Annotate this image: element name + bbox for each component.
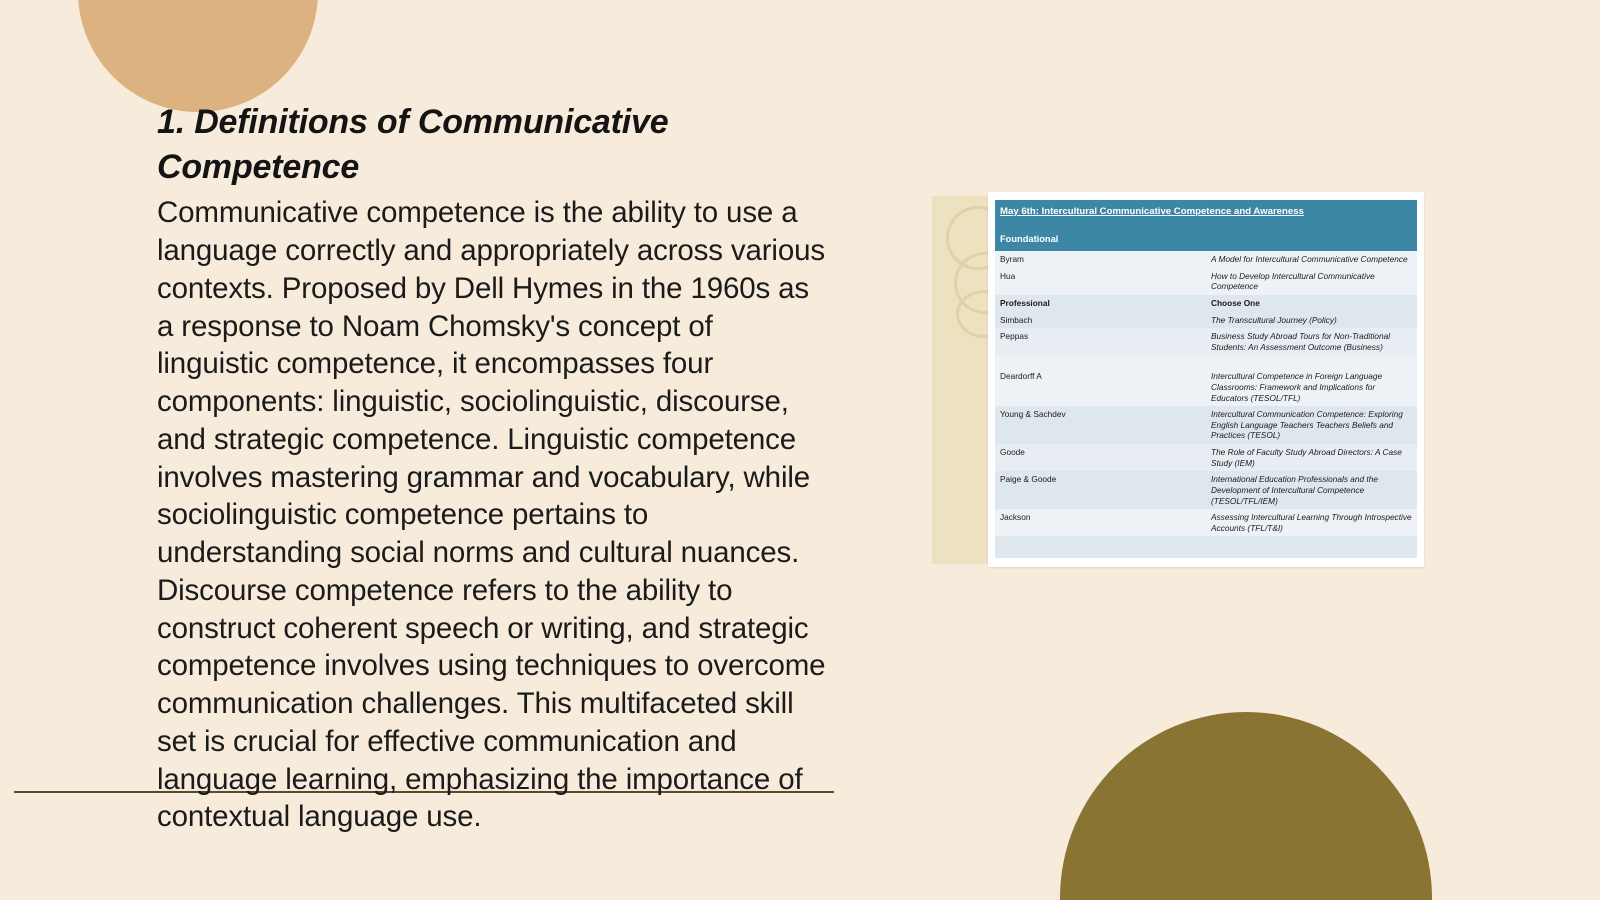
cell-work: Business Study Abroad Tours for Non-Traditional Students: An Assessment Outcome (Business) — [1211, 331, 1391, 352]
reading-schedule-table — [988, 192, 1424, 567]
table-section-professional — [995, 295, 1417, 312]
text-column — [157, 100, 829, 836]
cell-author: Paige & Goode — [1000, 474, 1057, 485]
section-label: Foundational — [1000, 234, 1059, 245]
table-row — [995, 471, 1417, 509]
cell-work: International Education Professionals and the Development of Intercultural Competence (TESOL/TFL/IEM) — [1211, 474, 1378, 506]
cell-work: Intercultural Competence in Foreign Language Classrooms: Framework and Implications for Educators (TESOL/TFL) — [1211, 371, 1383, 403]
cell-author: Hua — [1000, 270, 1016, 281]
table-section-foundational — [995, 232, 1417, 251]
table-row — [995, 312, 1417, 329]
table-row — [995, 406, 1417, 444]
cell-work: The Transcultural Journey (Policy) — [1211, 314, 1337, 325]
cell-work: Intercultural Communication Competence: Exploring English Language Teachers Teachers Beliefs and Practices (TESOL) — [1211, 409, 1403, 441]
cell-author: Deardorff A — [1000, 371, 1042, 382]
decorative-circle-bottom — [1060, 712, 1432, 900]
table — [995, 200, 1417, 558]
table-row — [995, 368, 1417, 406]
table-row — [995, 509, 1417, 536]
table-title: May 6th: Intercultural Communicative Competence and Awareness — [1000, 206, 1304, 217]
cell-author: Peppas — [1000, 331, 1029, 342]
cell-work: The Role of Faculty Study Abroad Directors: A Case Study (IEM) — [1211, 447, 1402, 468]
decorative-circle-top — [78, 0, 318, 112]
cell-work: How to Develop Intercultural Communicative Competence — [1211, 270, 1375, 292]
cell-author: Simbach — [1000, 314, 1033, 325]
body-paragraph: Communicative competence is the ability to use a language correctly and appropriately across various contexts. Proposed by Dell Hymes in the 1960s as a response to Noam Chomsky's concept of linguistic competence, it encompasses four components: linguistic, sociolinguistic, discourse, and strategic competence. Linguistic competence involves mastering grammar and vocabulary, while sociolinguistic competence pertains to understanding social norms and cultural nuances. Discourse competence refers to the ability to construct coherent speech or writing, and strategic competence involves using techniques to overcome communication challenges. This multifaceted skill set is crucial for effective communication and language learning, emphasizing the importance of contextual language use. — [157, 196, 826, 834]
section-label: Professional — [1000, 297, 1050, 308]
cell-author: Jackson — [1000, 512, 1031, 523]
table-row — [995, 328, 1417, 355]
embedded-image — [932, 192, 1424, 567]
cell-work: Assessing Intercultural Learning Through Introspective Accounts (TFL/T&I) — [1211, 512, 1412, 533]
choose-one-label: Choose One — [1211, 297, 1260, 308]
cell-author: Goode — [1000, 447, 1025, 458]
table-row — [995, 444, 1417, 471]
table-row — [995, 251, 1417, 268]
page-title: 1. Definitions of Communicative Competence — [157, 103, 669, 187]
cell-author: Young & Sachdev — [1000, 409, 1066, 420]
table-footer-spacer — [995, 536, 1417, 558]
cell-work: A Model for Intercultural Communicative Competence — [1211, 254, 1408, 265]
table-row — [995, 268, 1417, 295]
cell-author: Byram — [1000, 254, 1024, 265]
table-spacer — [995, 355, 1417, 368]
table-title-row — [995, 200, 1417, 232]
